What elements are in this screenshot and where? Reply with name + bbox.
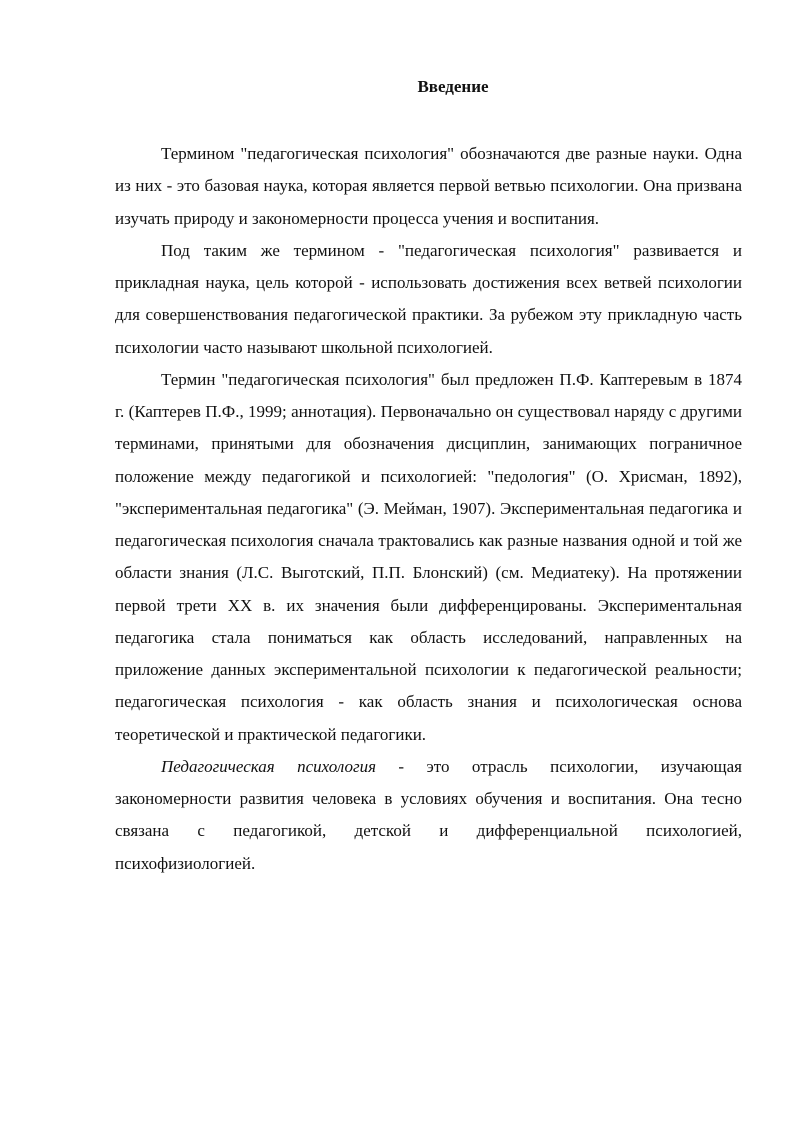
paragraph-2: Под таким же термином - "педагогическая психология" развивается и прикладная наука, цель которой - использовать достижения всех ветвей психологии для совершенствования педагогической практики. За рубежом эту прикладную часть психологии часто называют школьной психологией. xyxy=(115,240,742,357)
paragraph-3: Термин "педагогическая психология" был предложен П.Ф. Каптеревым в 1874 г. (Каптерев П.Ф., 1999; аннотация). Первоначально он существовал наряду с другими терминами, принятыми для обозначения дисциплин, занимающих пограничное положение между педагогикой и психологией: "педология" (О. Хрисман, 1892), "экспериментальная педагогика" (Э. Мейман, 1907). Экспериментальная педагогика и педагогическая психология сначала трактовались как разные названия одной и той же области знания (Л.С. Выготский, П.П. Блонский) (см. Медиатеку). На протяжении первой трети XX в. их значения были дифференцированы. Экспериментальная педагогика стала пониматься как область исследований, направленных на приложение данных экспериментальной психологии к педагогической реальности; педагогическая психология - как область знания и психологическая основа теоретической и практической педагогики. xyxy=(115,369,742,744)
paragraph-4-term: Педагогическая психология xyxy=(161,756,376,776)
paragraph-4 xyxy=(115,751,742,880)
page-title: Введение xyxy=(417,77,489,96)
document-body xyxy=(115,138,742,880)
paragraph-1: Термином "педагогическая психология" обозначаются две разные науки. Одна из них - это базовая наука, которая является первой ветвью психологии. Она призвана изучать природу и закономерности процесса учения и воспитания. xyxy=(115,144,742,228)
paragraph-4-text: - это отрасль психологии, изучающая закономерности развития человека в условиях обучения и воспитания. Она тесно связана с педагогикой, детской и дифференциальной психологией, психофизиологией. xyxy=(115,756,742,873)
